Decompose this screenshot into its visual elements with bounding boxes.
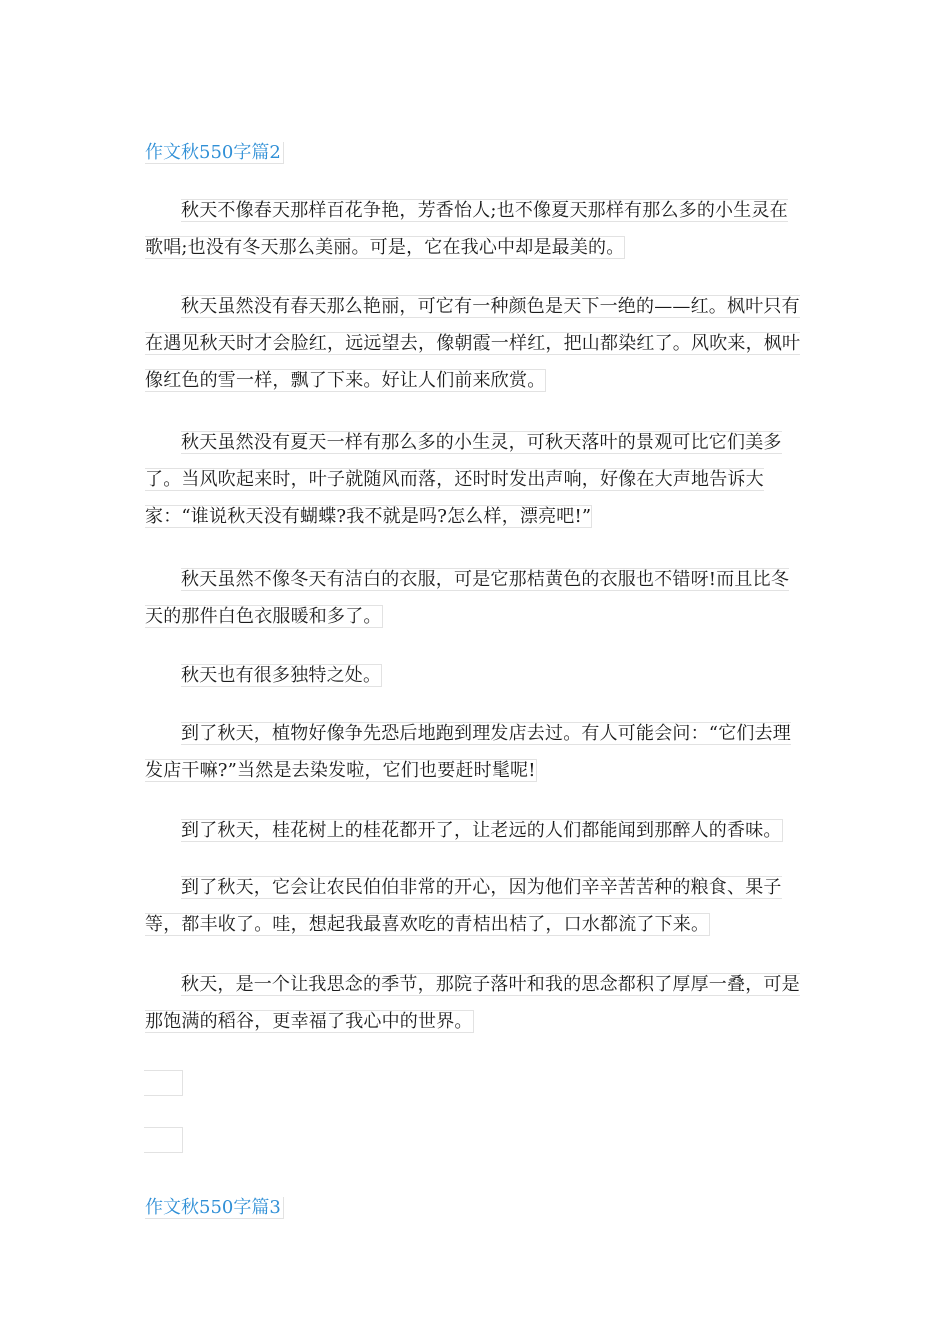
paragraph-4-text: 秋天虽然不像冬天有洁白的衣服，可是它那桔黄色的衣服也不错呀!而且比冬天的那件白色衣服暖和多了。 [145, 569, 790, 627]
paragraph-3-text: 秋天虽然没有夏天一样有那么多的小生灵，可秋天落叶的景观可比它们美多了。当风吹起来时，叶子就随风而落，还时时发出声响，好像在大声地告诉大家：“谁说秋天没有蝴蝶?我不就是吗?怎么样，漂亮吧!” [145, 432, 782, 527]
paragraph-6-text: 到了秋天，植物好像争先恐后地跑到理发店去过。有人可能会问：“它们去理发店干嘛?”当然是去染发啦，它们也要赶时髦呢! [145, 723, 791, 781]
paragraph-2 [145, 288, 805, 399]
paragraph-6 [145, 715, 805, 789]
paragraph-1 [145, 192, 805, 266]
empty-paragraph [144, 1070, 183, 1096]
paragraph-1-text: 秋天不像春天那样百花争艳，芳香怡人;也不像夏天那样有那么多的小生灵在歌唱;也没有冬天那么美丽。可是，它在我心中却是最美的。 [145, 200, 788, 258]
paragraph-4 [145, 561, 805, 635]
paragraph-7 [145, 812, 805, 849]
paragraph-2-text: 秋天虽然没有春天那么艳丽，可它有一种颜色是天下一绝的——红。枫叶只有在遇见秋天时才会脸红，远远望去，像朝霞一样红，把山都染红了。风吹来，枫叶像红色的雪一样，飘了下来。好让人们前来欣赏。 [145, 296, 801, 391]
paragraph-8-text: 到了秋天，它会让农民伯伯非常的开心，因为他们辛辛苦苦种的粮食、果子等，都丰收了。哇，想起我最喜欢吃的青桔出桔了，口水都流了下来。 [145, 877, 782, 935]
section-heading-3-text: 作文秋550字篇3 [145, 1197, 284, 1219]
section-heading-2 [145, 140, 284, 166]
paragraph-8 [145, 869, 805, 943]
paragraph-7-text: 到了秋天，桂花树上的桂花都开了，让老远的人们都能闻到那醉人的香味。 [181, 820, 782, 841]
section-heading-3 [145, 1195, 284, 1221]
section-heading-2-text: 作文秋550字篇2 [145, 142, 284, 164]
paragraph-9-text: 秋天，是一个让我思念的季节，那院子落叶和我的思念都积了厚厚一叠，可是那饱满的稻谷，更幸福了我心中的世界。 [145, 974, 800, 1032]
paragraph-5 [145, 657, 805, 694]
paragraph-9 [145, 966, 805, 1040]
empty-paragraph [144, 1127, 183, 1153]
paragraph-3 [145, 424, 805, 535]
paragraph-5-text: 秋天也有很多独特之处。 [181, 665, 382, 686]
